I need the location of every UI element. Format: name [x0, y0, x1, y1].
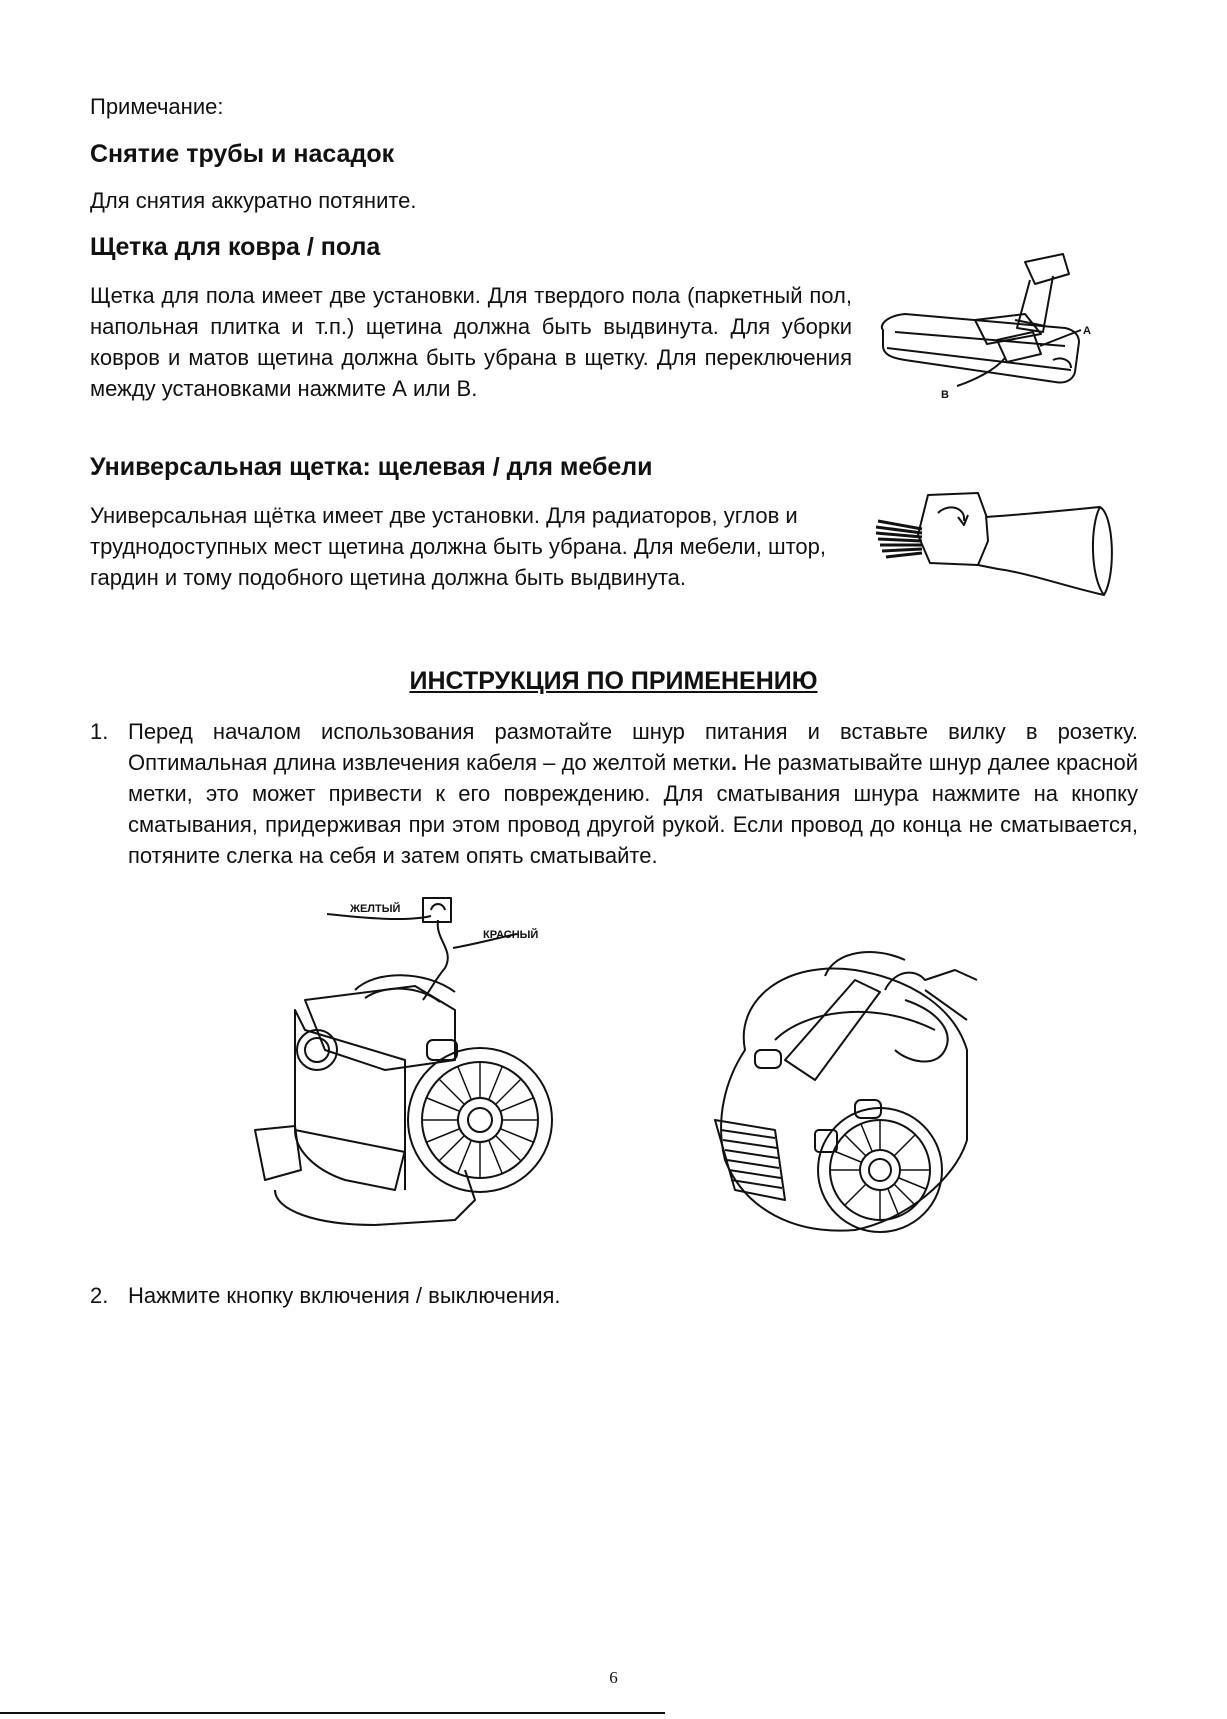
item-2-number: 2.: [90, 1283, 109, 1308]
item-1-text-part2: Не разматывайте шнур далее красной метки, это может привести к его повреждению. Для сматывания шнура нажмите на кнопку сматывания, придерживая при этом провод другой рукой. Если провод до конца не сматывается, потяните слегка на себя и затем опять сматывайте.: [128, 750, 1138, 868]
floor-brush-heading: Щетка для ковра / пола: [90, 233, 381, 261]
vacuum-hand-illustration: [705, 940, 985, 1240]
removal-heading: Снятие трубы и насадок: [90, 140, 395, 168]
floor-brush-text: Щетка для пола имеет две установки. Для твердого пола (паркетный пол, напольная плитка и т.п.) щетина должна быть выдвинута. Для уборки ковров и матов щетина должна быть убрана в щетку. Для переключения между установками нажмите А или В.: [90, 283, 852, 401]
item-1-number: 1.: [90, 719, 109, 744]
vacuum-cord-illustration: [255, 890, 575, 1230]
label-yellow: ЖЕЛТЫЙ: [350, 903, 401, 915]
universal-brush-illustration: [868, 485, 1118, 615]
universal-brush-text: Универсальная щётка имеет две установки. Для радиаторов, углов и труднодоступных мест щетина должна быть убрана. Для мебели, штор, гардин и тому подобного щетина должна быть выдвинута.: [90, 503, 827, 590]
label-red: КРАСНЫЙ: [483, 929, 539, 941]
floor-brush-illustration: [875, 250, 1105, 430]
item-2-text: Нажмите кнопку включения / выключения.: [128, 1283, 561, 1308]
item-1-bold-dot: .: [730, 750, 738, 775]
removal-text: Для снятия аккуратно потяните.: [90, 188, 417, 213]
item-1-text-part1: Перед началом использования размотайте шнур питания и вставьте вилку в розетку. Оптимальная длина извлечения кабеля – до желтой метки: [128, 719, 1138, 775]
bottom-rule: [0, 1712, 665, 1714]
label-a: A: [1083, 325, 1091, 337]
note-label: Примечание:: [90, 94, 224, 119]
item-1-text: [128, 716, 1138, 871]
universal-brush-heading: Универсальная щетка: щелевая / для мебели: [90, 453, 653, 481]
label-b: B: [941, 389, 949, 401]
instructions-title: ИНСТРУКЦИЯ ПО ПРИМЕНЕНИЮ: [409, 667, 818, 695]
page-number: 6: [609, 1668, 618, 1687]
